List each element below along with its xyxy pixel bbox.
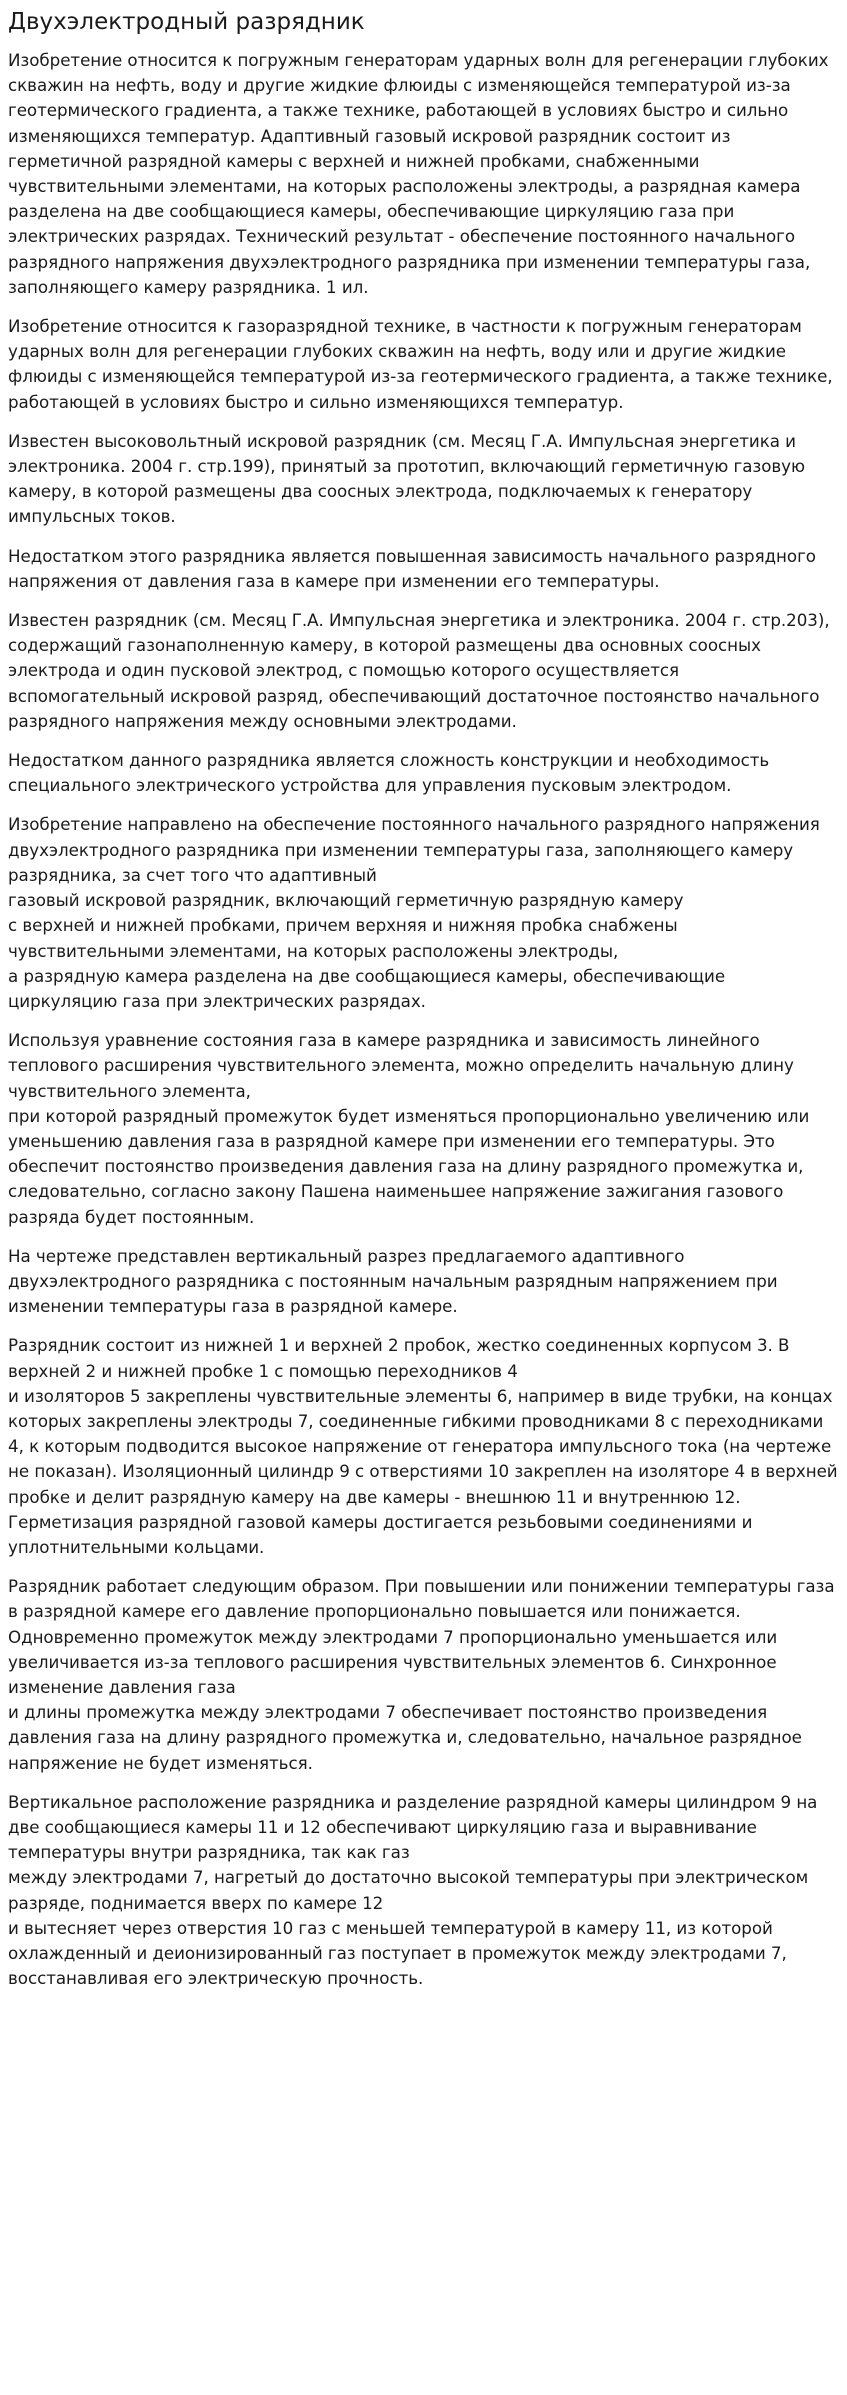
field-of-invention-paragraph: Изобретение относится к газоразрядной технике, в частности к погружным генераторам ударных волн для регенерации глубоких скважин на нефть, воду или и другие жидкие флюиды с изменяющейся температурой из-за геотермического градиента, а также технике, работающей в условиях быстро и сильно изменяющихся температур. bbox=[8, 316, 833, 412]
drawing-description-paragraph: На чертеже представлен вертикальный разрез предлагаемого адаптивного двухэлектродного разрядника с постоянным начальным разрядным напряжением при изменении температуры газа в разрядной камере. bbox=[8, 1245, 778, 1317]
prior-art-trigger-paragraph: Известен разрядник (см. Месяц Г.А. Импульсная энергетика и электроника. 2004 г. стр.203), содержащий газонаполненную камеру, в которой размещены два основных соосных электрода и один пусковой электрод, с помощью которого осуществляется вспомогательный искровой разряд, обеспечивающий достаточное постоянство начального разрядного напряжения между основными электродами. bbox=[8, 610, 830, 731]
construction-paragraph: Разрядник состоит из нижней 1 и верхней 2 пробок, жестко соединенных корпусом 3. В верхней 2 и нижней пробке 1 с помощью переходников 4 и изоляторов 5 закреплены чувствительные элементы 6, например в виде трубки, на концах которых закреплены электроды 7, соединенные гибкими проводниками 8 с переходниками 4, к которым подводится высокое напряжение от генератора импульсного тока (на чертеже не показан). Изоляционный цилиндр 9 с отверстиями 10 закреплен на изоляторе 4 в верхней пробке и делит разрядную камеру на две камеры - внешнюю 11 и внутреннюю 12. Герметизация разрядной газовой камеры достигается резьбовыми соединениями и уплотнительными кольцами. bbox=[8, 1335, 838, 1557]
prototype-drawback-paragraph: Недостатком этого разрядника является повышенная зависимость начального разрядного напряжения от давления газа в камере при изменении его температуры. bbox=[8, 545, 816, 591]
invention-aim-paragraph: Изобретение направлено на обеспечение постоянного начального разрядного напряжения двухэлектродного разрядника при изменении температуры газа, заполняющего камеру разрядника, за счет того что адаптивный газовый искровой разрядник, включающий герметичную разрядную камеру с верхней и нижней пробками, причем верхняя и нижняя пробка снабжены чувствительными элементами, на которых расположены электроды, а разрядную камера разделена на две сообщающиеся камеры, обеспечивающие циркуляцию газа при электрических разрядах. bbox=[8, 814, 820, 1011]
prior-art-prototype-paragraph: Известен высоковольтный искровой разрядник (см. Месяц Г.А. Импульсная энергетика и электроника. 2004 г. стр.199), принятый за прототип, включающий герметичную газовую камеру, в которой размещены два соосных электрода, подключаемых к генератору импульсных токов. bbox=[8, 430, 805, 527]
abstract-paragraph: Изобретение относится к погружным генераторам ударных волн для регенерации глубоких скважин на нефть, воду и другие жидкие флюиды с изменяющейся температурой из-за геотермического градиента, а также технике, работающей в условиях быстро и сильно изменяющихся температур. Адаптивный газовый искровой разрядник состоит из герметичной разрядной камеры с верхней и нижней пробками, снабженными чувствительными элементами, на которых расположены электроды, а разрядная камера разделена на две сообщающиеся камеры, обеспечивающие циркуляцию газа при электрических разрядах. Технический результат - обеспечение постоянного начального разрядного напряжения двухэлектродного разрядника при изменении температуры газа, заполняющего камеру разрядника. 1 ил. bbox=[8, 50, 829, 297]
circulation-paragraph: Вертикальное расположение разрядника и разделение разрядной камеры цилиндром 9 на две сообщающиеся камеры 11 и 12 обеспечивают циркуляцию газа и выравнивание температуры внутри разрядника, так как газ между электродами 7, нагретый до достаточно высокой температуры при электрическом разряде, поднимается вверх по камере 12 и вытесняет через отверстия 10 газ с меньшей температурой в камеру 11, из которой охлажденный и деионизированный газ поступает в промежуток между электродами 7, восстанавливая его электрическую прочность. bbox=[8, 1791, 818, 1989]
gas-state-equation-paragraph: Используя уравнение состояния газа в камере разрядника и зависимость линейного теплового расширения чувствительного элемента, можно определить начальную длину чувствительного элемента, при которой разрядный промежуток будет изменяться пропорционально увеличению или уменьшению давления газа в разрядной камере при изменении его температуры. Это обеспечит постоянство произведения давления газа на длину разрядного промежутка и, следовательно, согласно закону Пашена наименьшее напряжение зажигания газового разряда будет постоянным. bbox=[8, 1030, 810, 1227]
trigger-drawback-paragraph: Недостатком данного разрядника является сложность конструкции и необходимость специального электрического устройства для управления пусковым электродом. bbox=[8, 750, 770, 796]
operation-paragraph: Разрядник работает следующим образом. При повышении или понижении температуры газа в разрядной камере его давление пропорционально повышается или понижается. Одновременно промежуток между электродами 7 пропорционально уменьшается или увеличивается из-за теплового расширения чувствительных элементов 6. Синхронное изменение давления газа и длины промежутка между электродами 7 обеспечивает постоянство произведения давления газа на длину разрядного промежутка и, следовательно, начальное разрядное напряжение не будет изменяться. bbox=[8, 1576, 835, 1773]
document-title: Двухэлектродный разрядник bbox=[8, 9, 365, 35]
